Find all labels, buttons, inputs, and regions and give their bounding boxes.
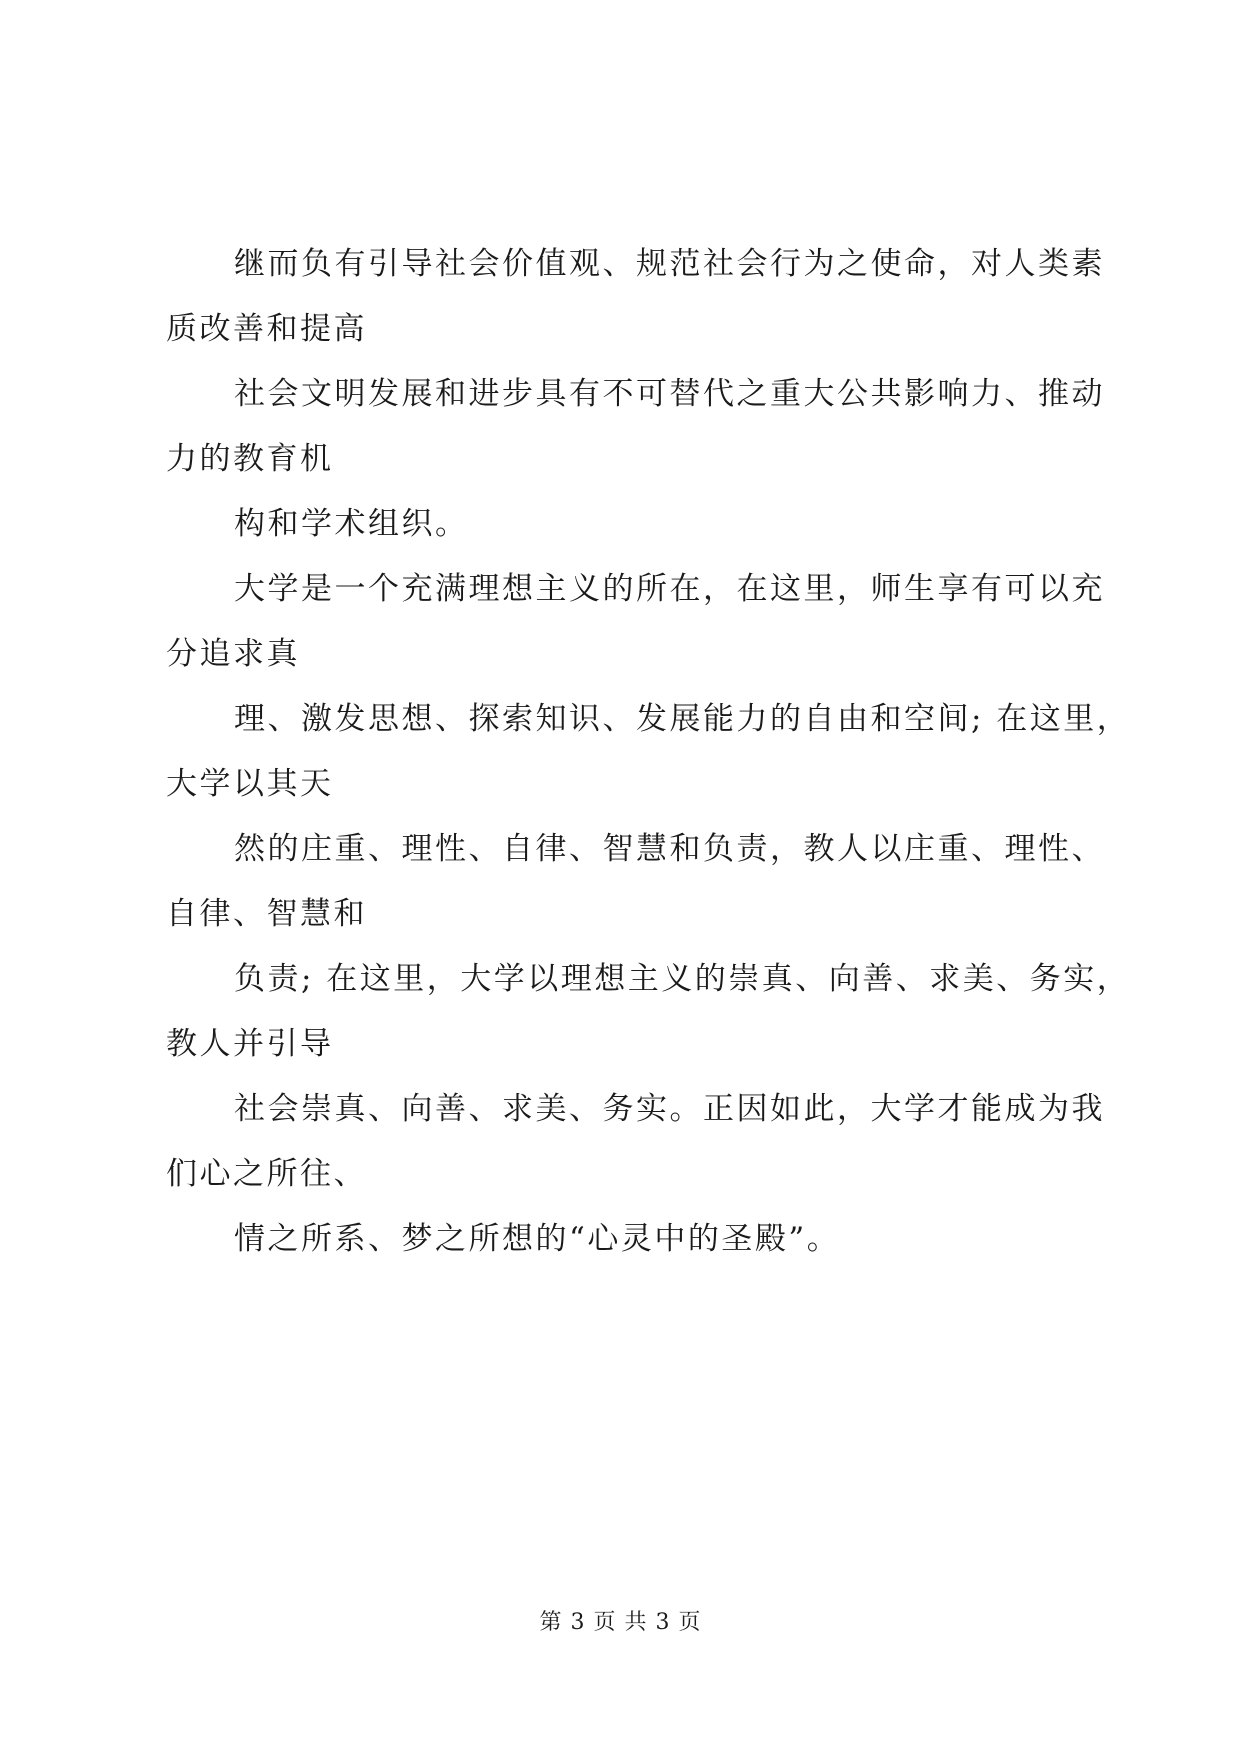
text-line: 社会崇真、向善、求美、务实。正因如此，大学才能成为我: [234, 1091, 1105, 1127]
text-line: 情之所系、梦之所想的“心灵中的圣殿”。: [234, 1221, 841, 1257]
text-line: 构和学术组织。: [234, 506, 469, 542]
text-line: 力的教育机: [166, 441, 334, 477]
text-line: 然的庄重、理性、自律、智慧和负责，教人以庄重、理性、: [234, 831, 1105, 867]
text-line: 自律、智慧和: [166, 896, 367, 932]
text-line: 理、激发思想、探索知识、发展能力的自由和空间; 在这里，: [234, 701, 1131, 737]
body-text: [166, 232, 1131, 1272]
text-line: 教人并引导: [166, 1026, 334, 1062]
text-line: 继而负有引导社会价值观、规范社会行为之使命，对人类素: [234, 246, 1105, 282]
page-number: 第 3 页 共 3 页: [539, 1610, 702, 1635]
text-line: 负责; 在这里，大学以理想主义的崇真、向善、求美、务实，: [234, 961, 1131, 997]
text-line: 们心之所往、: [166, 1156, 367, 1192]
text-line: 质改善和提高: [166, 311, 367, 347]
text-line: 大学是一个充满理想主义的所在，在这里，师生享有可以充: [234, 571, 1105, 607]
page-footer: [0, 1608, 1241, 1638]
text-line: 社会文明发展和进步具有不可替代之重大公共影响力、推动: [234, 376, 1105, 412]
text-line: 分追求真: [166, 636, 300, 672]
text-line: 大学以其天: [166, 766, 334, 802]
